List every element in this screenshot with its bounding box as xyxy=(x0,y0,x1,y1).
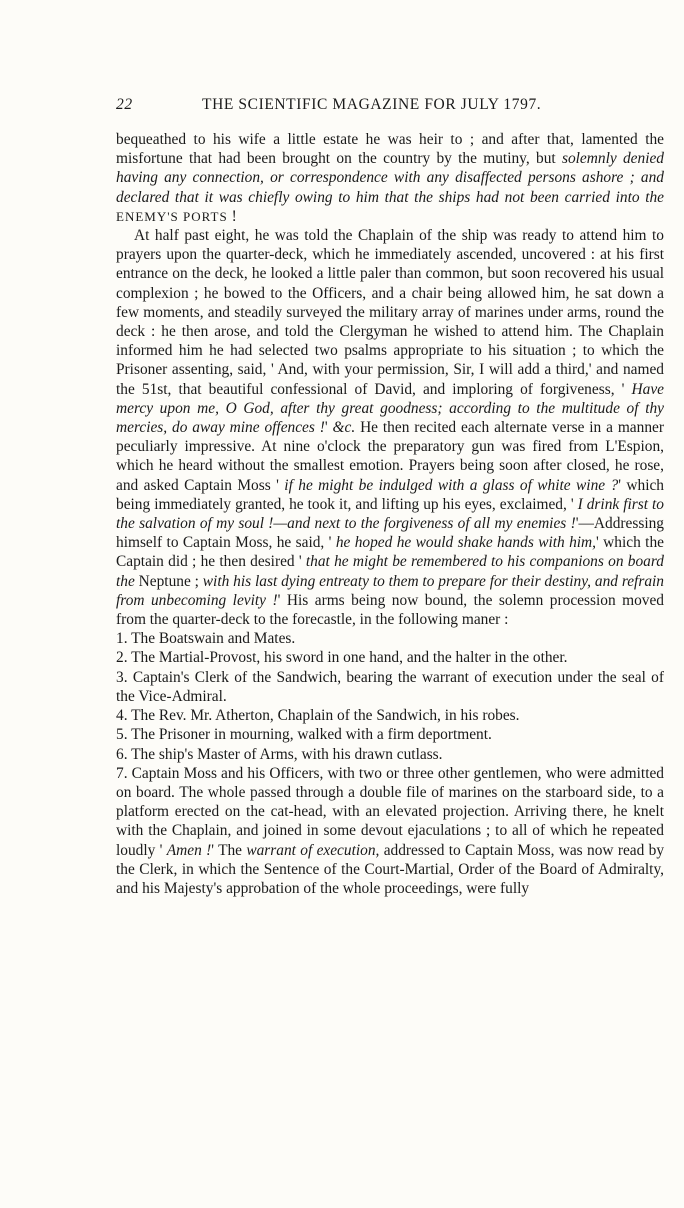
p2-italic-hands: he hoped he would shake hands with him, xyxy=(335,534,597,552)
p2-text-i: '—Addressing himself to Captain Moss, he said, ' xyxy=(116,515,664,552)
p2-text-k: ' which the Captain did ; he then desired ' xyxy=(116,534,664,571)
body-text xyxy=(116,130,664,898)
item7-italic-warrant: warrant of execution, xyxy=(246,841,380,859)
p2-text-g: ' which being immediately granted, he took it, and lifting up his eyes, exclaimed, ' xyxy=(116,476,664,513)
item7-text-a: 7. Captain Moss and his Officers, with two or three other gentlemen, who were admitted on board. The whole passed through a double file of marines on the starboard side, to a platform erected on the cat-head, with an elevated projection. Arriving there, he knelt with the Chaplain, and joined in some devout ejaculations ; to all of which he repeated loudly ' xyxy=(116,764,664,859)
item7-italic-amen: Amen ! xyxy=(166,841,212,859)
running-title: THE SCIENTIFIC MAGAZINE FOR JULY 1797. xyxy=(202,96,542,113)
list-item: 1. The Boatswain and Mates. xyxy=(116,630,296,648)
p2-text-o: ' His arms being now bound, the solemn procession moved from the quarter-deck to the forecastle, in the following maner : xyxy=(116,591,665,629)
list-item: 4. The Rev. Mr. Atherton, Chaplain of the Sandwich, in his robes. xyxy=(116,707,520,725)
p1-smallcaps: ENEMY'S PORTS xyxy=(116,208,228,224)
p2-italic-psalm: Have mercy upon me, O God, after thy great goodness; according to the multitude of thy mercies, do away mine offences ! xyxy=(116,380,664,437)
p2-italic-toast: I drink first to the salvation of my soul !—and next to the forgiveness of all my enemies ! xyxy=(116,495,664,533)
list-item: 3. Captain's Clerk of the Sandwich, bearing the warrant of execution under the seal of the Vice-Admiral. xyxy=(116,668,664,705)
p2-text-a: At half past eight, he was told the Chaplain of the ship was ready to attend him to prayers upon the quarter-deck, which he immediately ascended, uncovered : at his first entrance on the deck, he looked a little paler than common, but soon recovered his usual complexion ; he bowed to the Officers, and a chair being allowed him, he sat down a few moments, and steadily surveyed the military array of marines under arms, round the deck : he then arose, and told the Clergyman he wished to attend him. The Chaplain informed him he had selected two psalms appropriate to his situation ; to which the Prisoner assenting, said, ' And, with your permission, Sir, I will add a third,' and named the 51st, that beautiful confessional of David, and imploring of forgiveness, ' xyxy=(116,227,664,398)
p2-italic-wine: if he might be indulged with a glass of white wine ? xyxy=(284,476,619,494)
paragraph-1 xyxy=(116,130,664,226)
p2-text-e: He then recited each alternate verse in a manner peculiarly impressive. At nine o'clock the preparatory gun was fired from L'Espion, which he heard without the smallest emotion. Prayers being soon after closed, he rose, and asked Captain Moss ' xyxy=(116,419,664,494)
p1-text: bequeathed to his wife a little estate he was heir to ; and after that, lamented the misfortune that had been brought on the country by the mutiny, but xyxy=(116,131,664,168)
item7-text-c: ' The xyxy=(211,841,247,859)
running-head xyxy=(116,96,664,120)
list-item-7 xyxy=(116,764,664,898)
list-item: 2. The Martial-Provost, his sword in one hand, and the halter in the other. xyxy=(116,649,568,667)
p2-italic-entreaty: with his last dying entreaty to them to prepare for their destiny, and refrain from unbecoming levity ! xyxy=(116,572,664,609)
p2-italic-etc: &c. xyxy=(332,419,356,437)
item7-text-e: addressed to Captain Moss, was now read by the Clerk, in which the Sentence of the Court-Martial, Order of the Board of Admiralty, and his Majesty's approbation of the whole proceedings, were fully xyxy=(116,841,665,897)
list-item: 6. The ship's Master of Arms, with his drawn cutlass. xyxy=(116,745,443,763)
p1-italic: solemnly denied having any connection, or correspondence with any disaffected persons ashore ; and declared that it was chiefly owing to him that the ships had not been carried into the xyxy=(116,150,664,206)
p2-italic-remember: that he might be remembered to his companions on board the xyxy=(116,553,664,590)
paragraph-2 xyxy=(116,226,664,629)
p2-text-neptune: Neptune ; xyxy=(134,572,203,590)
p2-text-c: ' xyxy=(324,419,333,437)
p1-end: ! xyxy=(227,207,237,225)
page-number: 22 xyxy=(116,96,133,113)
list-item: 5. The Prisoner in mourning, walked with a firm deportment. xyxy=(116,726,492,744)
